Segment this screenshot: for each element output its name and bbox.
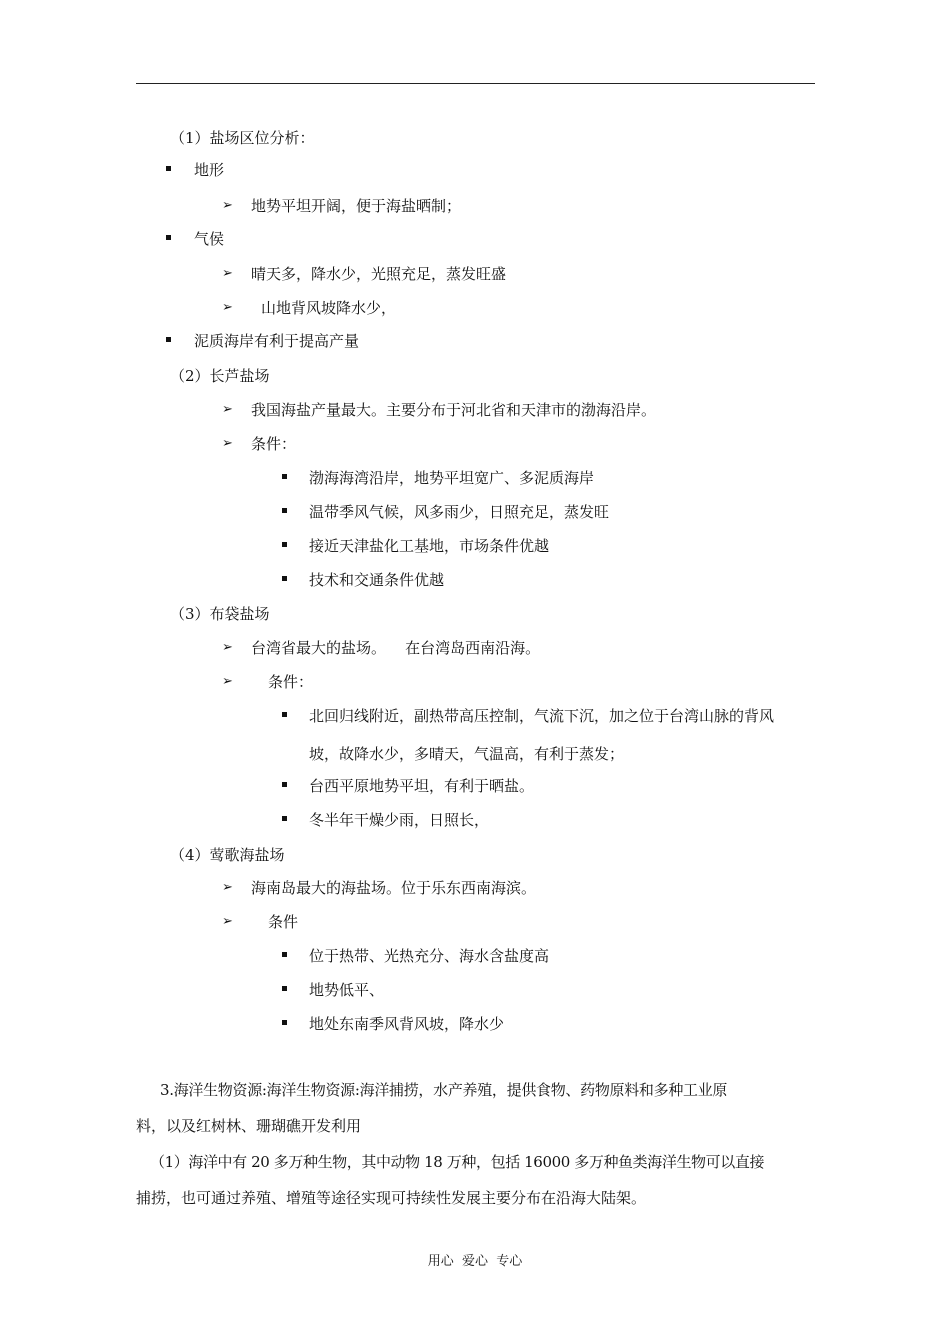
list-item: 海南岛最大的海盐场。位于乐东西南海滨。 (251, 879, 537, 897)
square-bullet-icon (282, 1020, 287, 1025)
list-item: 位于热带、光热充分、海水含盐度高 (309, 947, 550, 965)
list-item: 北回归线附近，副热带高压控制，气流下沉，加之位于台湾山脉的背风 (309, 707, 775, 725)
section-4-heading: （4）莺歌海盐场 (170, 846, 285, 864)
list-item: 泥质海岸有利于提高产量 (194, 332, 360, 350)
list-item: 晴天多，降水少，光照充足，蒸发旺盛 (251, 265, 507, 283)
list-item: 我国海盐产量最大。主要分布于河北省和天津市的渤海沿岸。 (251, 401, 657, 419)
list-item: 条件： (251, 435, 297, 453)
arrowhead-bullet-icon: ➢ (222, 436, 233, 451)
square-bullet-icon (282, 712, 287, 717)
list-item: 台湾省最大的盐场。 在台湾岛西南沿海。 (251, 639, 541, 657)
arrowhead-bullet-icon: ➢ (222, 198, 233, 213)
paragraph-marine-bio-line-1: 3.海洋生物资源:海洋生物资源:海洋捕捞，水产养殖，提供食物、药物原料和多种工业原 (160, 1081, 728, 1099)
list-item: 台西平原地势平坦，有利于晒盐。 (309, 777, 535, 795)
square-bullet-icon (282, 952, 287, 957)
list-item: 地处东南季风背风坡，降水少 (309, 1015, 505, 1033)
list-item: 气侯 (194, 230, 225, 248)
square-bullet-icon (282, 782, 287, 787)
arrowhead-bullet-icon: ➢ (222, 300, 233, 315)
list-item: 温带季风气候，风多雨少，日照充足，蒸发旺 (309, 503, 610, 521)
square-bullet-icon (282, 542, 287, 547)
list-item: 渤海海湾沿岸，地势平坦宽广、多泥质海岸 (309, 469, 595, 487)
list-item: 地势低平、 (309, 981, 385, 999)
arrowhead-bullet-icon: ➢ (222, 674, 233, 689)
list-item: 技术和交通条件优越 (309, 571, 445, 589)
header-rule (136, 83, 815, 84)
list-item: 山地背风坡降水少， (261, 299, 397, 317)
paragraph-marine-bio-line-2: 料，以及红树林、珊瑚礁开发利用 (136, 1117, 362, 1135)
list-item: 冬半年干燥少雨，日照长， (309, 811, 490, 829)
arrowhead-bullet-icon: ➢ (222, 914, 233, 929)
list-item: 地形 (194, 161, 225, 179)
list-item: 条件 (268, 913, 299, 931)
section-2-heading: （2）长芦盐场 (170, 367, 270, 385)
section-3-heading: （3）布袋盐场 (170, 605, 270, 623)
square-bullet-icon (166, 235, 171, 240)
paragraph-species-line-1: （1）海洋中有 20 多万种生物，其中动物 18 万种，包括 16000 多万种鱼类海洋生物可以直接 (150, 1153, 765, 1171)
square-bullet-icon (282, 474, 287, 479)
square-bullet-icon (282, 986, 287, 991)
arrowhead-bullet-icon: ➢ (222, 266, 233, 281)
square-bullet-icon (282, 576, 287, 581)
paragraph-species-line-2: 捕捞，也可通过养殖、增殖等途径实现可持续性发展主要分布在沿海大陆架。 (136, 1189, 647, 1207)
square-bullet-icon (166, 337, 171, 342)
list-item: 条件： (268, 673, 314, 691)
list-item-continuation: 坡，故降水少，多晴天，气温高，有利于蒸发； (309, 745, 625, 763)
arrowhead-bullet-icon: ➢ (222, 402, 233, 417)
arrowhead-bullet-icon: ➢ (222, 640, 233, 655)
arrowhead-bullet-icon: ➢ (222, 880, 233, 895)
list-item: 地势平坦开阔，便于海盐晒制； (251, 197, 462, 215)
list-item: 接近天津盐化工基地，市场条件优越 (309, 537, 550, 555)
square-bullet-icon (282, 508, 287, 513)
square-bullet-icon (166, 166, 171, 171)
square-bullet-icon (282, 816, 287, 821)
page-footer: 用心 爱心 专心 (427, 1254, 523, 1269)
section-1-heading: （1）盐场区位分析： (170, 129, 315, 147)
